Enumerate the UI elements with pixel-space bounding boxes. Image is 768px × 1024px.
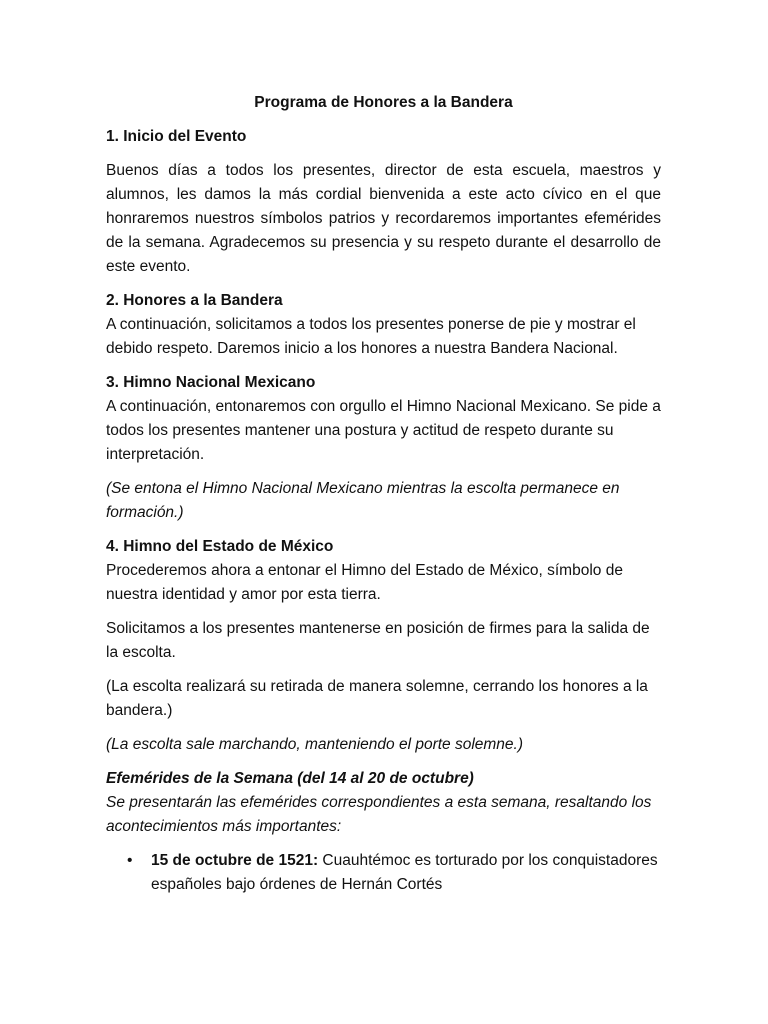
efemeride-text: Cuauhtémoc es torturado por los conquistadores españoles bajo órdenes de Hernán Cortés [151,852,658,893]
bullet-icon: • [127,852,133,869]
document-page [106,91,661,897]
list-item [127,849,661,897]
section-paragraph: Buenos días a todos los presentes, director de esta escuela, maestros y alumnos, les damos la más cordial bienvenida a este acto cívico en el que honraremos nuestros símbolos patrios y recordaremos importantes efemérides de la semana. Agradecemos su presencia y su respeto durante el desarrollo de este evento. [106,162,661,275]
section-paragraph: Solicitamos a los presentes mantenerse en posición de firmes para la salida de la escolta. [106,620,650,661]
section-paragraph: Procederemos ahora a entonar el Himno del Estado de México, símbolo de nuestra identidad y amor por esta tierra. [106,562,623,603]
stage-direction: (Se entona el Himno Nacional Mexicano mientras la escolta permanece en formación.) [106,480,620,521]
section-heading-inicio: 1. Inicio del Evento [106,128,247,145]
efemeride-date: 15 de octubre de 1521: [151,852,319,869]
document-title: Programa de Honores a la Bandera [254,94,513,111]
section-heading-himno-nacional: 3. Himno Nacional Mexicano [106,374,316,391]
efemerides-heading: Efemérides de la Semana (del 14 al 20 de octubre) [106,770,474,787]
efemerides-list [106,849,661,897]
section-paragraph: A continuación, entonaremos con orgullo el Himno Nacional Mexicano. Se pide a todos los presentes mantener una postura y actitud de respeto durante su interpretación. [106,398,661,463]
section-heading-honores: 2. Honores a la Bandera [106,292,283,309]
efemerides-intro: Se presentarán las efemérides correspondientes a esta semana, resaltando los acontecimientos más importantes: [106,794,652,835]
section-heading-himno-estado: 4. Himno del Estado de México [106,538,334,555]
stage-direction: (La escolta sale marchando, manteniendo el porte solemne.) [106,736,524,753]
section-paragraph: A continuación, solicitamos a todos los presentes ponerse de pie y mostrar el debido respeto. Daremos inicio a los honores a nuestra Bandera Nacional. [106,316,636,357]
section-paragraph: (La escolta realizará su retirada de manera solemne, cerrando los honores a la bandera.) [106,678,648,719]
